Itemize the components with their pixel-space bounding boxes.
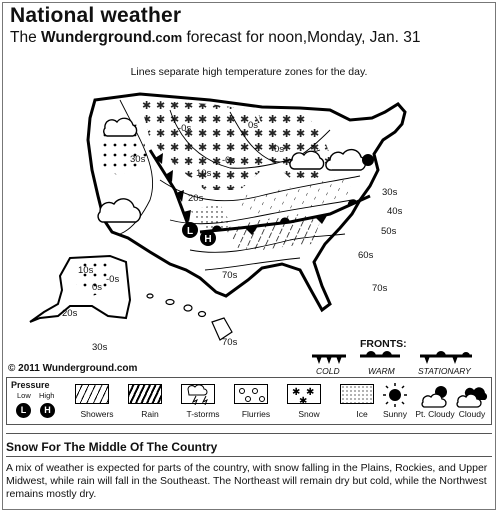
- legend-item-sunny: [375, 378, 415, 424]
- legend-label: Snow: [298, 409, 320, 419]
- temp-label: 50s: [381, 226, 397, 237]
- legend-label: Rain: [141, 409, 159, 419]
- snowflake-icon: [288, 385, 322, 405]
- legend-item-showers: [67, 378, 127, 424]
- legend-label: Sunny: [382, 409, 408, 419]
- legend-item-rain: [120, 378, 180, 424]
- temp-label: 30s: [382, 187, 398, 198]
- copyright: © 2011 Wunderground.com: [8, 363, 138, 374]
- legend-label: Pt. Cloudy: [415, 409, 455, 419]
- svg-text:✱: ✱: [299, 396, 308, 405]
- temp-label: 10s: [78, 265, 94, 276]
- sun-icon: [381, 382, 409, 408]
- legend-label: Ice: [356, 409, 368, 419]
- temp-label: -0s: [222, 155, 236, 166]
- divider: [6, 456, 492, 457]
- tstorm-swatch: [181, 384, 215, 404]
- snow-swatch: [287, 384, 321, 404]
- legend-low-label: Low: [17, 391, 31, 400]
- temp-label: 0s: [92, 282, 103, 293]
- legend-item-pt-cloudy: [413, 378, 457, 424]
- legend-label: T-storms: [186, 409, 220, 419]
- cloudy-icon: [455, 382, 489, 408]
- stationary-front-symbol: [420, 351, 472, 364]
- temp-label: 20s: [188, 193, 204, 204]
- temp-label: 70s: [222, 270, 238, 281]
- svg-text:✱: ✱: [306, 387, 315, 398]
- page-title: National weather: [10, 4, 182, 27]
- high-center-letter: H: [204, 234, 212, 245]
- hawaii-islands: [147, 294, 232, 340]
- temp-label: 40s: [387, 206, 403, 217]
- temp-label: 70s: [222, 337, 238, 348]
- weather-legend: [6, 377, 492, 425]
- legend-low-badge: L: [16, 403, 31, 418]
- flurries-swatch: [234, 384, 268, 404]
- partly-cloudy-icon: [417, 382, 453, 408]
- divider: [6, 433, 492, 434]
- temp-label: 30s: [130, 154, 146, 165]
- legend-item-cloudy: [453, 378, 491, 424]
- temp-label: -0s: [106, 274, 120, 285]
- temp-label: 70s: [372, 283, 388, 294]
- map-note: Lines separate high temperature zones for the day.: [130, 66, 368, 78]
- lightning-icon: [182, 385, 216, 405]
- cold-front-symbol: [312, 356, 346, 364]
- front-label-stationary: STATIONARY: [418, 366, 471, 376]
- legend-item-tstorms: [173, 378, 233, 424]
- fronts-title: FRONTS:: [360, 338, 407, 350]
- subtitle-brand: Wunderground: [41, 29, 152, 46]
- low-pressure-center: [182, 222, 198, 238]
- temp-label: 30s: [92, 342, 108, 353]
- temp-label: 10s: [196, 168, 212, 179]
- temp-label: 20s: [62, 308, 78, 319]
- svg-text:✱: ✱: [292, 387, 301, 398]
- legend-pressure-label: Pressure: [11, 380, 50, 390]
- sun-icon-map: [362, 154, 374, 166]
- story-headline: Snow For The Middle Of The Country: [6, 440, 218, 454]
- low-center-letter: L: [186, 226, 194, 237]
- high-pressure-center: [200, 230, 216, 246]
- legend-label: Showers: [80, 409, 114, 419]
- rain-swatch: [128, 384, 162, 404]
- legend-high-badge: H: [40, 403, 55, 418]
- front-label-cold: COLD: [316, 366, 340, 376]
- front-label-warm: WARM: [368, 366, 395, 376]
- legend-label: Cloudy: [458, 409, 486, 419]
- temp-label: 0s: [248, 120, 259, 131]
- ice-swatch: [340, 384, 374, 404]
- legend-item-flurries: [226, 378, 286, 424]
- legend-label: Flurries: [241, 409, 271, 419]
- subtitle-prefix: The: [10, 29, 42, 46]
- subtitle-brand-suffix: .com: [151, 30, 183, 45]
- subtitle-date: forecast for noon,Monday, Jan. 31: [182, 29, 421, 46]
- story-body: A mix of weather is expected for parts of the country, with snow falling in the Plains, Rockies, and Upper Midwest, while rain will fall in the Southeast. The Northeast will remain dry but cold, while the Northwest remains mostly dry.: [6, 462, 488, 500]
- temp-label: -0s: [178, 123, 192, 134]
- temp-label: 60s: [358, 250, 374, 261]
- flurries-icon: [235, 385, 269, 405]
- warm-front-symbol: [360, 351, 400, 356]
- showers-swatch: [75, 384, 109, 404]
- legend-high-label: High: [39, 391, 55, 400]
- temp-label: 0s: [274, 144, 285, 155]
- legend-item-snow: [279, 378, 339, 424]
